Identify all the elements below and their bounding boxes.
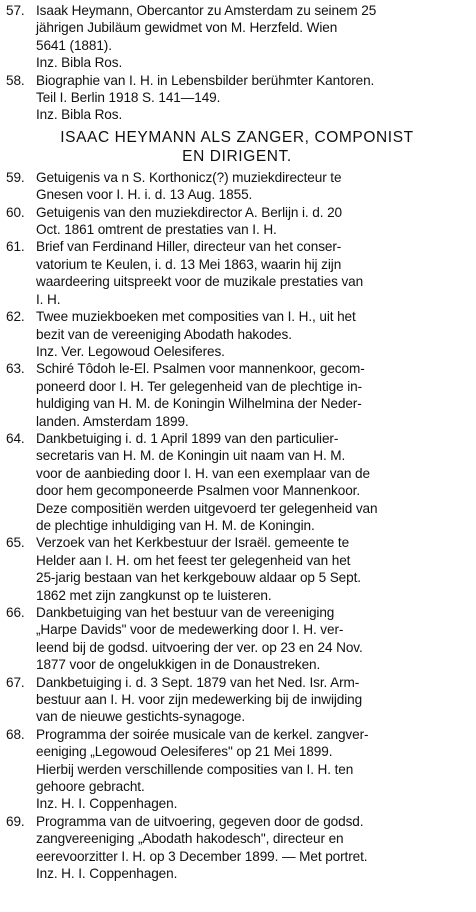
catalog-entry: [6, 604, 468, 674]
catalog-entry: [6, 726, 468, 813]
entry-list: [6, 169, 468, 883]
section-heading-line: ISAAC HEYMANN ALS ZANGER, COMPONIST: [60, 128, 414, 146]
catalog-entry: [6, 430, 468, 534]
entry-line: huldiging van H. M. de Koningin Wilhelmina der Neder-: [36, 396, 362, 412]
catalog-entry: [6, 2, 468, 72]
entry-line: landen. Amsterdam 1899.: [36, 413, 189, 429]
entry-line: Brief van Ferdinand Hiller, directeur van het conser-: [36, 239, 342, 255]
entry-number: 61.: [6, 239, 25, 255]
catalog-entry: [6, 813, 468, 883]
entry-line: Oct. 1861 omtrent de prestaties van I. H.: [36, 222, 277, 238]
entry-line: Dankbetuiging van het bestuur van de vereeniging: [36, 605, 335, 620]
entry-line: Verzoek van het Kerkbestuur der Israël. gemeente te: [36, 535, 350, 551]
entry-number: 66.: [6, 605, 25, 620]
entry-text: [36, 238, 468, 308]
entry-line: zangvereeniging „Abodath hakodesch", directeur en: [36, 831, 344, 847]
entry-line: eerevoorzitter I. H. op 3 December 1899. — Met portret.: [36, 848, 368, 864]
entry-number: 62.: [6, 309, 25, 325]
entry-line: Inz. Ver. Legowoud Oelesiferes.: [36, 343, 225, 359]
entry-line: Deze compositiën werden uitgevoerd ter gelegenheid van: [36, 500, 378, 516]
entry-line: Teil I. Berlin 1918 S. 141—149.: [36, 90, 221, 106]
entry-number: 59.: [6, 169, 25, 185]
entry-line: Gnesen voor I. H. i. d. 13 Aug. 1855.: [36, 187, 253, 203]
entry-line: 25-jarig bestaan van het kerkgebouw aldaar op 5 Sept.: [36, 570, 361, 586]
entry-line: bezit van de vereeniging Abodath hakodes.: [36, 326, 292, 342]
entry-number: 64.: [6, 430, 25, 446]
entry-line: Twee muziekboeken met composities van I. H., uit het: [36, 309, 356, 325]
entry-line: Inz. Bibla Ros.: [36, 55, 123, 71]
entry-line: „Harpe Davids" voor de medewerking door I. H. ver-: [36, 622, 344, 638]
entry-line: vatorium te Keulen, i. d. 13 Mei 1863, waarin hij zijn: [36, 256, 342, 272]
entry-line: jährigen Jubiläum gewidmet von M. Herzfeld. Wien: [36, 20, 338, 36]
entry-text: [36, 169, 468, 204]
entry-line: I. H.: [36, 291, 61, 307]
catalog-entry: [6, 204, 468, 239]
entry-number: 63.: [6, 361, 25, 377]
catalog-entry: [6, 72, 468, 124]
entry-text: [36, 430, 468, 534]
entry-line: de plechtige inhuldiging van H. M. de Koningin.: [36, 517, 315, 533]
entry-line: eeniging „Legowoud Oelesiferes" op 21 Mei 1899.: [36, 744, 333, 760]
entry-line: Isaak Heymann, Obercantor zu Amsterdam zu seinem 25: [36, 3, 377, 18]
entry-number: 67.: [6, 674, 25, 690]
entry-line: leend bij de godsd. uitvoering der ver. op 23 en 24 Nov.: [36, 639, 363, 655]
entry-text: [36, 360, 468, 430]
entry-line: Programma van de uitvoering, gegeven door de godsd.: [36, 813, 364, 829]
entry-text: [36, 72, 468, 124]
entry-line: gehoore gebracht.: [36, 779, 145, 795]
entry-text: [36, 674, 468, 726]
entry-number: 60.: [6, 204, 25, 220]
entry-line: Programma der soirée musicale van de kerkel. zangver-: [36, 726, 369, 742]
entry-line: 1862 met zijn zangkunst op te luisteren.: [36, 587, 272, 603]
entry-line: voor de aanbieding door I. H. van een exemplaar van de: [36, 465, 370, 481]
entry-text: [36, 2, 468, 72]
entry-line: Getuigenis van den muziekdirector A. Berlijn i. d. 20: [36, 204, 343, 220]
entry-text: [36, 726, 468, 813]
entry-line: door hem gecomponeerde Psalmen voor Mannenkoor.: [36, 483, 361, 499]
entry-line: poneerd door I. H. Ter gelegenheid van de plechtige in-: [36, 378, 363, 394]
catalog-entry: [6, 360, 468, 430]
entry-line: Dankbetuiging i. d. 3 Sept. 1879 van het Ned. Isr. Arm-: [36, 674, 360, 690]
entry-line: secretaris van H. M. de Koningin uit naam van H. M.: [36, 448, 346, 464]
entry-number: 69.: [6, 813, 25, 829]
entry-text: [36, 204, 468, 239]
entry-text: [36, 813, 468, 883]
catalog-entry: [6, 534, 468, 604]
entry-number: 68.: [6, 726, 25, 742]
entry-line: Inz. Bibla Ros.: [36, 107, 123, 123]
entry-line: bestuur aan I. H. voor zijn medewerking bij de inwijding: [36, 692, 363, 708]
entry-list-top: [6, 2, 468, 124]
entry-line: Schiré Tôdoh le-El. Psalmen voor mannenkoor, gecom-: [36, 361, 365, 377]
entry-line: Getuigenis va n S. Korthonicz(?) muziekdirecteur te: [36, 169, 342, 185]
entry-line: Hierbij werden verschillende composities van I. H. ten: [36, 761, 354, 777]
entry-line: Inz. H. I. Coppenhagen.: [36, 796, 178, 812]
entry-number: 57.: [6, 3, 25, 18]
entry-line: Helder aan I. H. om het feest ter gelegenheid van het: [36, 552, 351, 568]
catalog-entry: [6, 308, 468, 360]
catalog-entry: [6, 169, 468, 204]
entry-text: [36, 604, 468, 674]
catalog-entry: [6, 238, 468, 308]
entry-line: Dankbetuiging i. d. 1 April 1899 van den particulier-: [36, 430, 339, 446]
entry-line: Inz. H. I. Coppenhagen.: [36, 866, 178, 882]
entry-number: 65.: [6, 535, 25, 551]
entry-number: 58.: [6, 72, 25, 88]
catalog-entry: [6, 674, 468, 726]
entry-line: waardeering uitspreekt voor de muzikale prestaties van: [36, 274, 364, 290]
entry-line: 1877 voor de ongelukkigen in de Donaustreken.: [36, 657, 321, 673]
entry-line: Biographie van I. H. in Lebensbilder berühmter Kantoren.: [36, 72, 375, 88]
section-heading: [6, 128, 468, 166]
entry-text: [36, 308, 468, 360]
entry-text: [36, 534, 468, 604]
entry-line: van de nieuwe gestichts-synagoge.: [36, 709, 246, 725]
section-heading-line: EN DIRIGENT.: [182, 147, 292, 165]
entry-line: 5641 (1881).: [36, 37, 112, 53]
